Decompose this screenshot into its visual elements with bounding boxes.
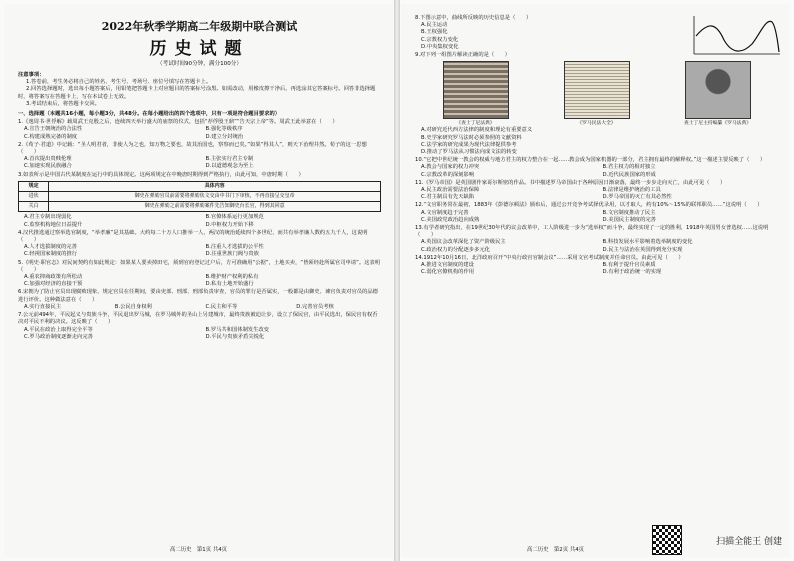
regulation-table — [18, 181, 381, 213]
option-b: B.有利于提升官员素质 — [602, 262, 656, 269]
question-13 — [415, 225, 778, 254]
question-stem: 8.下图示意中，曲线所反映的历史信息是（ ） — [415, 15, 532, 21]
option-a: A.宣告王朝统治的合法性 — [24, 126, 83, 133]
question-1 — [18, 119, 381, 141]
page-footer: 高二历史 第1页 共4页 — [169, 547, 228, 553]
question-5 — [18, 260, 381, 289]
option-c: C.弱化官僚机构的作用 — [421, 269, 475, 276]
question-9 — [415, 52, 778, 156]
option-b: B.法律是维护统治的工具 — [602, 187, 661, 194]
civil-law-picture — [564, 61, 630, 119]
question-stem: 4.汉代推选通过察举选官制度，“举孝廉”是其基础。大约每二十万人口推举一人，两汉的统治延续四个多世纪，而共有举孝廉人数约五九千人，这说明（ ） — [18, 229, 368, 244]
option-b: B.公民自身权利 — [114, 303, 152, 310]
option-d: D.平民与贵族矛盾尖锐化 — [205, 333, 265, 340]
page-footer: 高二历史 第2页 共4页 — [526, 547, 585, 553]
option-a: A.教会与国家的权力冲突 — [421, 164, 480, 171]
option-b: B.官僚体系运行更加规范 — [205, 214, 264, 221]
exam-timing: （考试时间90分钟，满分100分） — [157, 61, 242, 67]
question-stem: 12.“文官职务常在最初，1883年《彭德尔顿法》颁布后，通过公开竞争考试择优录用，以才取人，约有10%～15%的联邦职员……”这说明（ ） — [415, 202, 763, 209]
question-11 — [415, 180, 778, 202]
option-d: D.注重世族门阀与贵族 — [205, 251, 259, 258]
option-b: B.王权强化 — [421, 29, 448, 36]
option-c: C.监察机构地位日益提升 — [24, 221, 83, 228]
option-a: A.重农抑商政策有所松动 — [24, 274, 83, 281]
question-stem: 9.对下列一组图片解读正确的是（ ） — [415, 52, 511, 59]
table-cell: 进状 — [19, 192, 49, 202]
question-stem: 1.《逸周书·世俘解》载周武王克殷之后，连续四天举行盛大的庙祭的仪式，包括“荐俘殷王鼎”“告天宗上帝”等。周武王此举意在（ ） — [18, 119, 338, 126]
picture-caption: 《罗马民法大全》 — [577, 121, 616, 127]
option-d: D.罗马帝国的灭亡有其必然性 — [602, 194, 672, 201]
option-c: C.美国政党政治趋向成熟 — [421, 216, 480, 223]
option-a: A.君主专制出现弱化 — [24, 214, 72, 221]
option-b: B.强化等级秩序 — [205, 126, 243, 133]
option-b: B.史学家研究罗马法时必须参照的文献资料 — [421, 134, 522, 141]
option-d: D.私有土地开始盛行 — [205, 281, 254, 288]
option-d: D.中央集权变化 — [421, 43, 459, 50]
picture-caption: 查士丁尼主持编纂《罗马法典》 — [683, 121, 752, 127]
option-b: B.维护财产权利的私有 — [205, 274, 259, 281]
question-8 — [415, 15, 675, 51]
question-14 — [415, 255, 778, 277]
option-b: B.文官制度推动了民主 — [602, 209, 656, 216]
question-stem: 11.《罗马帝国》是英国剧作家哥尔斯密的作品。书中描述罗马帝国由于各种原因日渐衰落，最终一步步走向灭亡，由此可见（ ） — [415, 179, 726, 186]
question-12 — [415, 202, 778, 224]
notice-heading: 注意事项： — [18, 72, 45, 78]
question-stem: 10.“它把中世纪统一教会的权威与地方君主的权力整合在一起……教会成为国家机器的一部分，君主拥有最终的解释权。”这一描述主要反映了（ ） — [415, 157, 766, 164]
table-cell: 御史在弹劾之前需要将弹劾案件先告知御史台长官，得到其同意 — [49, 202, 381, 212]
option-b: B.科技发展水平影响着选举制度的变化 — [602, 239, 693, 246]
trend-curve-graph — [688, 14, 784, 58]
option-d: D.民主与法治在英国得到充分实现 — [602, 246, 683, 253]
option-c: C.轻视国家制度的推行 — [24, 251, 78, 258]
justinian-picture — [685, 61, 751, 119]
option-d: D.中枢权力开始下移 — [205, 221, 254, 228]
table-cell: 御史在弹劾官员前需要将弹劾状文交由中书门下审核，不再直接呈交皇帝 — [49, 192, 381, 202]
option-b: B.注重人才选拔的公平性 — [205, 244, 264, 251]
option-a: A.首次提出贵贱伦理 — [24, 156, 72, 163]
table-row — [19, 192, 381, 202]
notice-3: 3.考试结束后，将答题卡交回。 — [26, 100, 100, 107]
option-c: C.君主制具有先天缺陷 — [421, 194, 475, 201]
question-7 — [18, 312, 381, 341]
option-a: A.民主政治需要法治保障 — [421, 187, 480, 194]
table-cell: 关白 — [19, 202, 49, 212]
option-a: A.文官制度趋于完善 — [421, 209, 469, 216]
option-c: C.加强对经济的直接干预 — [24, 281, 83, 288]
option-d: D.完善官员考核 — [296, 303, 334, 310]
page-fold — [394, 0, 400, 561]
code-book-picture — [443, 61, 509, 119]
option-a: A.实行直接民主 — [24, 303, 61, 310]
question-10 — [415, 157, 778, 179]
exam-title: 2022年秋季学期高二年级期中联合测试 — [101, 20, 298, 33]
option-c: C.加速实现民族融合 — [24, 163, 72, 170]
option-a: A.人才选拔制度的完善 — [24, 244, 77, 251]
question-stem: 5.《明史·职官志》对民间契约有如此规定：如果某人要卖掉田宅，须到官府登记过户后，方可准确用“公据”，土地买卖，“皆须经赴所属官司申请”。这表明（ ） — [18, 259, 381, 273]
option-c: C.构建成熟完备的制度 — [24, 133, 78, 140]
notice-1: 1.答卷前，考生务必将自己的姓名、考生号、考场号、座位号填写在答题卡上。 — [26, 79, 212, 86]
picture-caption: 《查士丁尼法典》 — [456, 121, 495, 127]
option-d: D.近代民族国家的形成 — [602, 171, 656, 178]
option-c: C.罗马政治制度逐渐走向完善 — [24, 333, 93, 340]
option-a: A.推进文官制度的建设 — [421, 262, 474, 269]
option-b: B.君主权力的相对独立 — [602, 164, 656, 171]
section-1-heading: 一、选择题（本题共16小题，每小题3分，共48分。在每小题给出的四个选项中，只有一项是符合题目要求的） — [18, 111, 281, 118]
option-a: A.平民在政治上取得完全平等 — [24, 326, 93, 333]
question-6 — [18, 289, 381, 311]
table-row — [19, 202, 381, 212]
option-b: B.罗马共和国体制发生改变 — [205, 326, 270, 333]
table-header: 规定 — [19, 181, 49, 191]
option-c: C.法学家的研究成果为现代法律提供参考 — [421, 141, 517, 148]
question-4 — [18, 230, 381, 259]
question-stem: 6.宋朝为了防止官员出现腐败现象，规定官员在任期间，要由吏部、刑部、刑部负责审查，官员的罪行是否属实，一般都是由御史、谏官负责对官员的品德进行评价。这种做法意在（ ） — [18, 289, 378, 303]
exam-subject: 历史试题 — [149, 39, 250, 59]
question-2 — [18, 142, 381, 171]
table-header: 具体内容 — [49, 181, 381, 191]
question-stem: 13.有学者研究指出，在19世纪30年代的议会改革中，工人阶级进一步为“选举权”而斗争，最终实现了一定的胜利，1918年英国男女普选权……这说明（ ） — [415, 225, 769, 239]
option-a: A.英国议会改革深化了资产阶级民主 — [421, 239, 506, 246]
option-c: C.宗教权力变化 — [421, 36, 459, 43]
question-3 — [18, 172, 381, 229]
notice-2: 2.回答选择题时，选出每小题答案后，用铅笔把答题卡上对应题目的答案标号涂黑。如需改动，用橡皮擦干净后，再选涂其它答案标号。回答非选择题时，将答案写在答题卡上，写在本试卷上无效。 — [18, 86, 376, 100]
option-c: C.宗教改革的深刻影响 — [421, 171, 475, 178]
option-c: C.民主和平等 — [205, 303, 238, 310]
option-d: D.推动了罗马法从习惯法向成文法的转变 — [421, 149, 517, 156]
question-stem: 7.公元前494年，平民起义与贵族斗争，平民退出罗马城，在罗马城外的圣山上另建城市，最终贵族被迫让步，设立了保民官，由平民选出，保民官有权否决对平民不利的决议。这反映了（ ） — [18, 312, 378, 326]
question-stem: 14.1912年10月16日，北洋政府召开“中央行政官官制会议”……采用文官考试制度并任命官员。由此可见（ ） — [415, 254, 684, 261]
option-d: D.美国民主制度的完善 — [602, 216, 656, 223]
question-stem: 2.《荀子·君道》中记载：“圣人明君者，非使人为之也，知万物之要也，故其治国也，察察而已矣。”如果“得其人”，则天下治理井然。荀子的这一思想（ ） — [18, 141, 367, 156]
option-d: D.建立分封统治 — [205, 133, 244, 140]
option-d: D.以道德观念为至上 — [205, 163, 254, 170]
option-d: D.有利于政治统一的实现 — [602, 269, 662, 276]
exam-page-2 — [401, 4, 790, 557]
option-c: C.政治权力的分配逐步多元化 — [421, 246, 490, 253]
option-a: A.民主运动 — [421, 22, 448, 29]
exam-page-1 — [4, 4, 393, 557]
option-b: B.主张实行君主专制 — [205, 156, 254, 163]
question-stem: 3.如表所示是中国古代某制度在运行中的具体规定。这两项规定在中晚唐时期得到严格执行，由此可知，中唐时期（ ） — [18, 171, 304, 178]
option-a: A.对研究近代西方法律的制度和理论有重要意义 — [421, 127, 533, 134]
scanner-watermark: 扫描全能王 创建 — [716, 537, 782, 547]
